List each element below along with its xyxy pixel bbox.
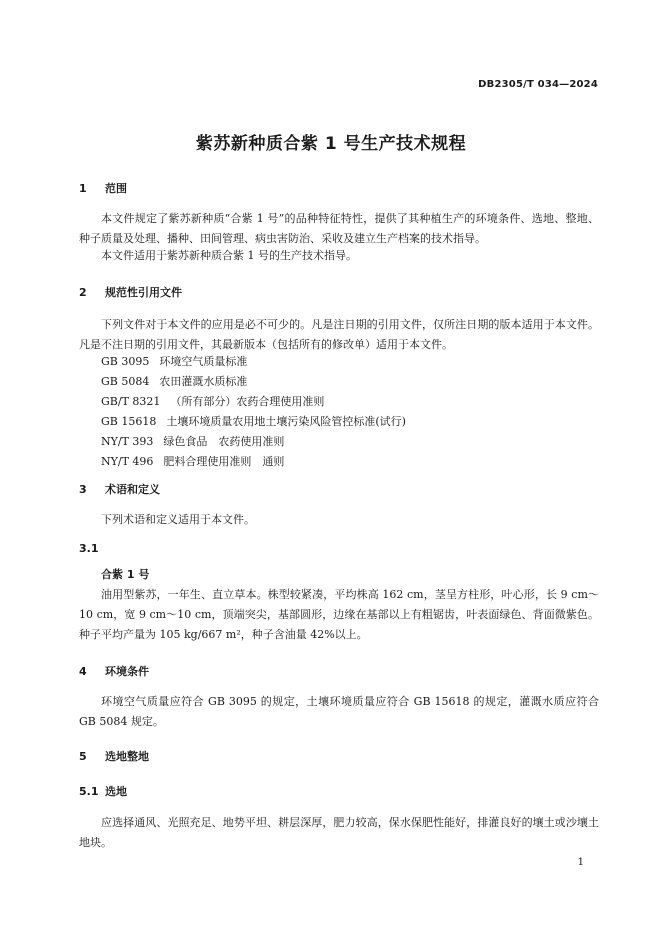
paragraph: 下列术语和定义适用于本文件。	[101, 513, 255, 526]
section-title: 范围	[105, 182, 127, 195]
reference-item	[101, 433, 284, 449]
reference-code: NY/T 393	[101, 435, 154, 448]
term-name: 合紫 1 号	[101, 568, 150, 581]
paragraph: 下列文件对于本文件的应用是必不可少的。凡是注日期的引用文件，仅所注日期的版本适用于本文件。凡是不注日期的引用文件，其最新版本（包括所有的修改单）适用于本文件。	[79, 318, 599, 351]
section-heading-scope	[79, 180, 127, 196]
section-heading-normative-references	[79, 284, 182, 300]
term-definition: 油用型紫苏，一年生、直立草本。株型较紧凑，平均株高 162 cm，茎呈方柱形，叶心形，长 9 cm～10 cm，宽 9 cm～10 cm，顶端突尖，基部圆形，边缘在基部以上有粗锯齿，叶表面绿色、背面微紫色。种子平均产量为 105 kg/667 m²，种子含油量 42%以上。	[79, 588, 599, 641]
reference-code: GB 15618	[101, 415, 157, 428]
section-heading-terms-and-definitions	[79, 481, 160, 497]
section-number: 1	[79, 182, 87, 195]
reference-title: 土壤环境质量农用地土壤污染风险管控标准(试行)	[166, 415, 406, 428]
reference-item	[101, 413, 406, 429]
reference-code: GB/T 8321	[101, 395, 161, 408]
reference-title: （所有部分）农药合理使用准则	[170, 395, 325, 408]
section-title: 选地整地	[105, 750, 149, 763]
subsection-heading-select-land	[79, 783, 127, 799]
paragraph: 应选择通风、光照充足、地势平坦、耕层深厚，肥力较高，保水保肥性能好，排灌良好的壤土或沙壤土地块。	[79, 816, 599, 849]
section-number: 3	[79, 483, 87, 496]
paragraph: 环境空气质量应符合 GB 3095 的规定，土壤环境质量应符合 GB 15618 的规定，灌溉水质应符合 GB 5084 规定。	[79, 695, 599, 728]
section-number: 5	[79, 750, 87, 763]
section-number: 5.1	[79, 785, 99, 798]
reference-item	[101, 353, 247, 369]
reference-title: 绿色食品 农药使用准则	[163, 435, 285, 448]
document-title: 紫苏新种质合紫 1 号生产技术规程	[195, 134, 467, 154]
reference-title: 环境空气质量标准	[159, 355, 248, 368]
section-title: 术语和定义	[105, 483, 160, 496]
reference-item	[101, 373, 247, 389]
paragraph: 本文件规定了紫苏新种质“合紫 1 号”的品种特征特性，提供了其种植生产的环境条件、选地、整地、种子质量及处理、播种、田间管理、病虫害防治、采收及建立生产档案的技术指导。	[79, 212, 599, 245]
section-title: 环境条件	[105, 665, 149, 678]
section-number: 4	[79, 665, 87, 678]
paragraph: 本文件适用于紫苏新种质合紫 1 号的生产技术指导。	[101, 249, 357, 262]
section-heading-site-selection	[79, 748, 149, 764]
reference-item	[101, 453, 284, 469]
page-number: 1	[577, 857, 584, 868]
document-code: DB2305/T 034—2024	[478, 79, 598, 90]
reference-title: 农田灌溉水质标准	[159, 375, 248, 388]
reference-title: 肥料合理使用准则 通则	[163, 455, 285, 468]
section-number: 3.1	[79, 542, 99, 555]
section-heading-environmental-conditions	[79, 663, 149, 679]
reference-code: GB 5084	[101, 375, 150, 388]
section-title: 规范性引用文件	[105, 286, 182, 299]
reference-code: GB 3095	[101, 355, 150, 368]
reference-code: NY/T 496	[101, 455, 154, 468]
section-number: 2	[79, 286, 87, 299]
subsection-number	[79, 542, 99, 555]
section-title: 选地	[105, 785, 127, 798]
reference-item	[101, 393, 324, 409]
